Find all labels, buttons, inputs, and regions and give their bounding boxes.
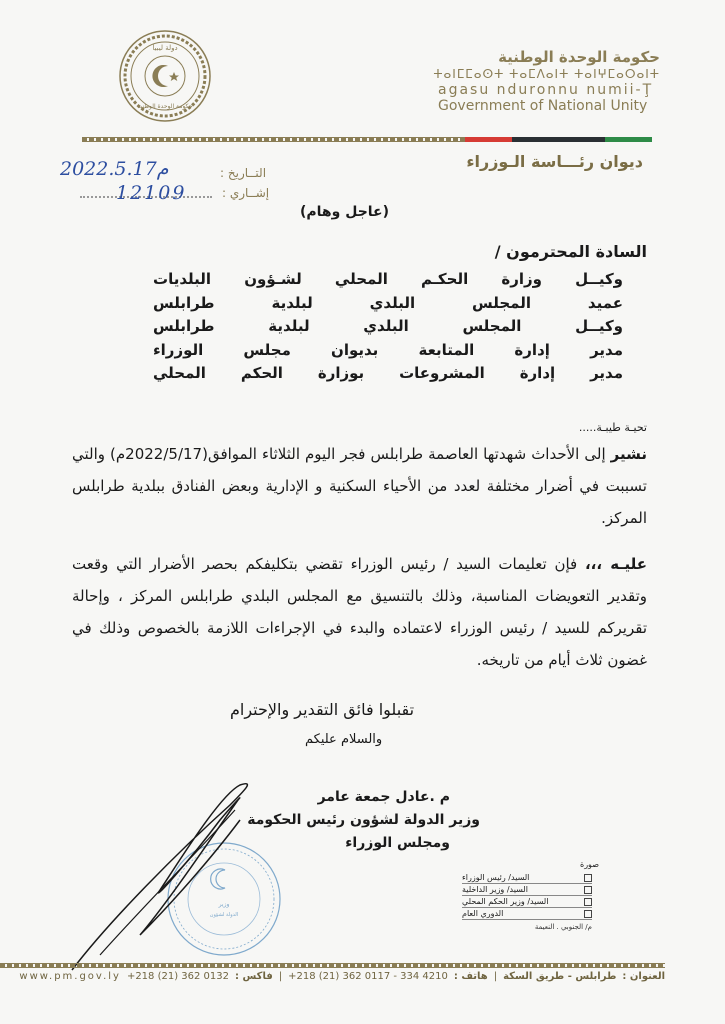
org-name-english: Government of National Unity bbox=[438, 98, 648, 114]
reference-label: إشــاري : bbox=[222, 186, 270, 200]
reference-value-handwritten: 12109 bbox=[116, 182, 187, 204]
organization-header bbox=[430, 48, 660, 114]
handwritten-signature bbox=[70, 760, 300, 980]
checkbox-icon bbox=[584, 874, 592, 882]
date-value-handwritten: 2022.5.17م bbox=[60, 158, 169, 180]
paragraph-1-lead: نشير bbox=[610, 445, 647, 463]
urgency-label: (عاجل وهام) bbox=[300, 204, 390, 220]
flag-red-stripe bbox=[465, 137, 512, 142]
recipient-item: وكيــل المجلس البلدي لبلدية طرابلس bbox=[153, 317, 623, 335]
separator: | bbox=[278, 971, 283, 982]
paragraph-1-text: إلى الأحداث شهدتها العاصمة طرابلس فجر اليوم الثلاثاء الموافق(2022/5/17م) والتي تسببت في أضرار مختلفة لعدد من الأحياء السكنية و الإدارية وبعض الفنادق ببلدية طرابلس المركز. bbox=[72, 445, 647, 527]
svg-text:حكومة الوحدة الوطنية: حكومة الوحدة الوطنية bbox=[137, 103, 193, 110]
decorative-chain-divider bbox=[82, 137, 465, 142]
flag-green-stripe bbox=[605, 137, 652, 142]
signatory-name: م .عادل جمعة عامر bbox=[317, 789, 450, 805]
separator: | bbox=[493, 971, 498, 982]
cc-header: صورة bbox=[580, 860, 599, 869]
signatory-title-line-1: وزير الدولة لشؤون رئيس الحكومة bbox=[247, 812, 480, 828]
flag-black-stripe bbox=[512, 137, 605, 142]
fax-value: +218 (21) 362 0132 bbox=[126, 971, 230, 982]
office-name: ديوان رئـــاسة الـوزراء bbox=[466, 152, 643, 171]
checkbox-icon bbox=[584, 886, 592, 894]
address-label: العنوان : bbox=[622, 971, 665, 982]
paragraph-2-text: فإن تعليمات السيد / رئيس الوزراء تقضي بتكليفكم بحصر الأضرار التي وقعت وتقدير التعويضات المناسبة، وذلك بالتنسيق مع المجلس البلدي طرابلس المركز ، وإحالة تقريركم للسيد / رئيس الوزراء لاعتماده والبدء في الإجراءات اللازمة بالخصوص وذلك في غضون ثلاث أيام من تاريخه. bbox=[72, 555, 647, 669]
svg-text:وزير: وزير bbox=[218, 901, 230, 908]
cc-item: الدوري العام bbox=[462, 908, 592, 920]
cc-item: السيد/ وزير الداخلية bbox=[462, 884, 592, 896]
cc-list bbox=[462, 872, 592, 931]
svg-text:الدولة لشؤون: الدولة لشؤون bbox=[209, 912, 239, 918]
recipient-item: وكيــل وزارة الحكـم المحلي لشـؤون البلديات bbox=[153, 270, 623, 288]
footer-chain-divider bbox=[0, 963, 665, 968]
org-name-arabic: حكومة الوحدة الوطنية bbox=[498, 48, 660, 66]
cc-note: م/ الجنوبي . النعيمة bbox=[534, 923, 592, 931]
checkbox-icon bbox=[584, 898, 592, 906]
signatory-title-line-2: ومجلس الوزراء bbox=[345, 835, 450, 851]
paragraph-2-lead: عليـه ،،، bbox=[584, 555, 647, 573]
phone-value: +218 (21) 362 0117 - 334 4210 bbox=[288, 971, 448, 982]
checkbox-icon bbox=[584, 910, 592, 918]
cc-item: السيد/ رئيس الوزراء bbox=[462, 872, 592, 884]
recipient-list bbox=[153, 268, 623, 386]
salutation: السادة المحترمون / bbox=[494, 242, 647, 261]
closing-line: تقبلوا فائق التقدير والإحترام bbox=[230, 700, 415, 719]
recipient-item: عميد المجلس البلدي لبلدية طرابلس bbox=[153, 293, 623, 312]
recipient-item: مدير إدارة المشروعات بوزارة الحكم المحلي bbox=[153, 364, 623, 382]
address-value: طرابلس - طريق السكة bbox=[503, 971, 617, 982]
fax-label: فاكس : bbox=[235, 971, 273, 982]
salam-line: والسلام عليكم bbox=[305, 732, 383, 747]
org-name-tifinagh: ⵜⴰⵏⵎⵎⴰⵙⵜ ⵜⴰⵎⴷⴰⵏⵜ ⵜⴰⵏⵖⵎⴰⵔⴰⵏⵜ bbox=[433, 67, 660, 81]
footer-contact bbox=[19, 971, 665, 982]
recipient-item: مدير إدارة المتابعة بديوان مجلس الوزراء bbox=[153, 340, 623, 359]
greeting: تحيـة طيبـة..... bbox=[578, 421, 647, 434]
date-label: التــاريخ : bbox=[220, 166, 267, 180]
svg-text:دولة ليبيا: دولة ليبيا bbox=[152, 44, 178, 52]
org-name-amazigh-latin: agasu nduronnu numii-Ţ bbox=[438, 82, 654, 98]
phone-label: هاتف : bbox=[453, 971, 488, 982]
website-link[interactable]: www.pm.gov.ly bbox=[19, 971, 121, 982]
flag-color-bar bbox=[82, 137, 652, 142]
libya-emblem-logo bbox=[112, 28, 218, 124]
body-paragraph-2 bbox=[72, 548, 647, 676]
body-paragraph-1 bbox=[72, 438, 647, 534]
cc-item: السيد/ وزير الحكم المحلي bbox=[462, 896, 592, 908]
